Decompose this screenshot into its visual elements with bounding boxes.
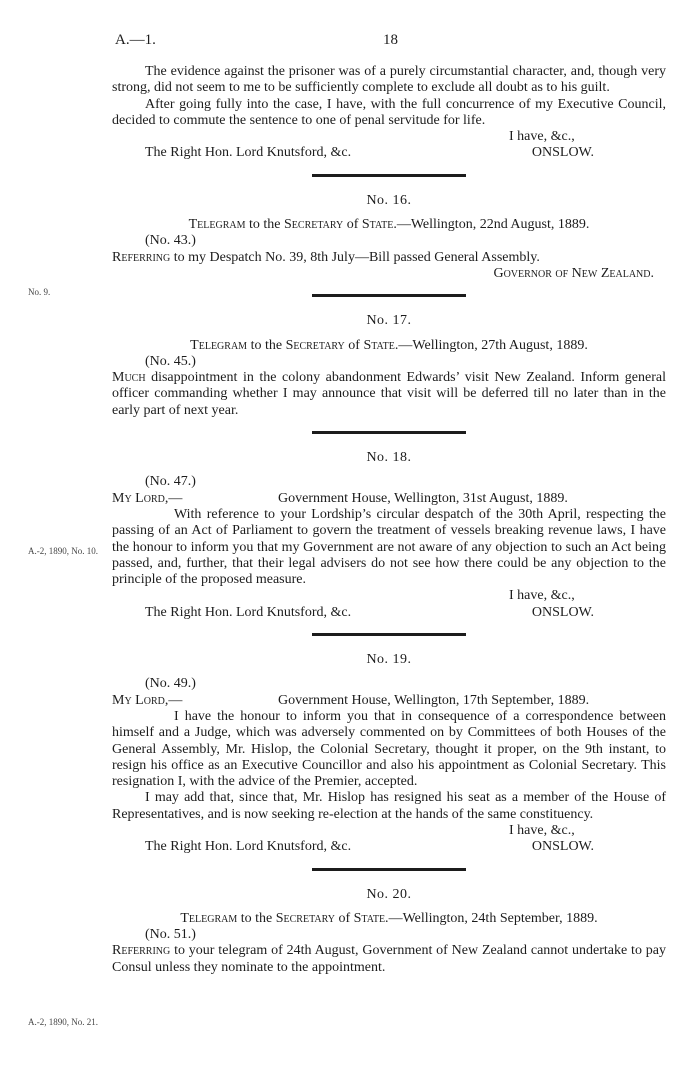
document-no19 [112, 652, 666, 856]
letter-body: With reference to your Lordship’s circular despatch of the 30th April, respecting the passing of an Act of Parliament to govern the treatment of vessels breaking revenue laws, I have the honour to inform you that my Government are not aware of any objection to such an Act being passed, and, further, that their legal advisers do not see how there could be any objection to the principle of the proposed measure. [112, 506, 666, 588]
doc-number: No. 16. [366, 192, 412, 208]
margin-note-no16: No. 9. [28, 287, 51, 297]
telegram-dateline: —Wellington, 22nd August, 1889. [396, 217, 590, 233]
section-divider [312, 868, 466, 871]
telegram-dateline: —Wellington, 24th September, 1889. [388, 910, 598, 926]
letter-closing: I have, &c., [509, 822, 575, 838]
margin-note-no18: A.-2, 1890, No. 10. [28, 546, 98, 556]
document-no16 [112, 193, 666, 282]
despatch-ref: (No. 43.) [145, 233, 196, 249]
telegram-heading [112, 217, 666, 233]
salutation: My Lord,— [112, 490, 183, 506]
doc-number: No. 19. [366, 652, 412, 668]
telegram-word: Telegram [180, 910, 238, 926]
despatch-ref: (No. 45.) [145, 353, 196, 369]
telegram-dateline: —Wellington, 27th August, 1889. [398, 337, 588, 353]
letter-addressee: The Right Hon. Lord Knutsford, &c. [145, 839, 352, 855]
letter-paragraph-1: I have the honour to inform you that in consequence of a correspondence between himself and a Judge, which was adversely commented on by Committees of both Houses of the General Assembly, Mr. Hislop, the Colonial Secretary, thought it proper, on the 9th instant, to resign his office as an Executive Councillor and also his appointment as Colonial Secretary. This resignation I, with the advice of the Premier, accepted. [112, 708, 666, 790]
first-word: Referring [112, 249, 171, 265]
intro-section [112, 64, 666, 162]
section-divider [312, 431, 466, 434]
to-the-word: to the [249, 217, 281, 233]
of-word: of [338, 910, 351, 926]
salutation: My Lord,— [112, 692, 183, 708]
despatch-ref: (No. 51.) [145, 927, 196, 943]
state-word: State. [353, 910, 389, 926]
dateline: Government House, Wellington, 17th September, 1889. [278, 692, 590, 708]
telegram-heading [112, 338, 666, 354]
secretary-word: Secretary [284, 217, 344, 233]
intro-signature: ONSLOW. [531, 145, 594, 161]
state-word: State. [361, 217, 397, 233]
doc-number: No. 18. [366, 450, 412, 466]
telegram-text [112, 250, 666, 266]
letter-paragraph-2: I may add that, since that, Mr. Hislop has resigned his seat as a member of the House of Representatives, and is now seeking re-election at the hands of the same constituency. [112, 790, 666, 822]
letter-signature: ONSLOW. [531, 604, 594, 620]
intro-addressee: The Right Hon. Lord Knutsford, &c. [145, 145, 352, 161]
document-no20 [112, 887, 666, 976]
section-divider [312, 174, 466, 177]
page-header-ref: A.—1. [115, 32, 156, 48]
state-word: State. [363, 337, 399, 353]
of-word: of [346, 217, 359, 233]
telegram-word: Telegram [190, 337, 248, 353]
secretary-word: Secretary [285, 337, 345, 353]
despatch-ref: (No. 47.) [145, 474, 196, 490]
dateline: Government House, Wellington, 31st August, 1889. [278, 490, 568, 506]
first-word: Much [112, 370, 146, 386]
to-the-word: to the [250, 337, 283, 353]
telegram-body: disappointment in the colony abandonment Edwards’ visit New Zealand. Inform general officer commanding whether I may announce that visit will be deferred till no later than in the early part of next year. [112, 370, 666, 418]
intro-paragraph-2: After going fully into the case, I have, with the full concurrence of my Executive Council, decided to commute the sentence to one of penal servitude for life. [112, 96, 666, 128]
intro-paragraph-1: The evidence against the prisoner was of a purely circumstantial character, and, though very strong, did not seem to me to be sufficiently complete to exclude all doubt as to his guilt. [112, 64, 666, 96]
margin-note-no20: A.-2, 1890, No. 21. [28, 1017, 98, 1027]
document-no18 [112, 450, 666, 621]
doc-number: No. 20. [366, 886, 412, 902]
governor-signature: Governor of New Zealand. [493, 265, 654, 281]
letter-signature: ONSLOW. [531, 839, 594, 855]
despatch-ref: (No. 49.) [145, 676, 196, 692]
intro-closing: I have, &c., [509, 129, 575, 145]
telegram-body: to my Despatch No. 39, 8th July—Bill passed General Assembly. [170, 249, 540, 265]
document-body [112, 64, 666, 976]
page-number: 18 [383, 32, 398, 48]
secretary-word: Secretary [275, 910, 335, 926]
document-no17 [112, 313, 666, 419]
telegram-text [112, 370, 666, 419]
to-the-word: to the [240, 910, 273, 926]
telegram-heading [112, 911, 666, 927]
doc-number: No. 17. [366, 313, 412, 329]
letter-closing: I have, &c., [509, 588, 575, 604]
first-word: Referring [112, 943, 171, 959]
telegram-text [112, 943, 666, 976]
section-divider [312, 294, 466, 297]
telegram-word: Telegram [188, 217, 246, 233]
section-divider [312, 633, 466, 636]
of-word: of [348, 337, 360, 353]
telegram-body: to your telegram of 24th August, Government of New Zealand cannot undertake to pay Consul unless they nominate to the appointment. [112, 943, 666, 975]
letter-addressee: The Right Hon. Lord Knutsford, &c. [145, 604, 352, 620]
